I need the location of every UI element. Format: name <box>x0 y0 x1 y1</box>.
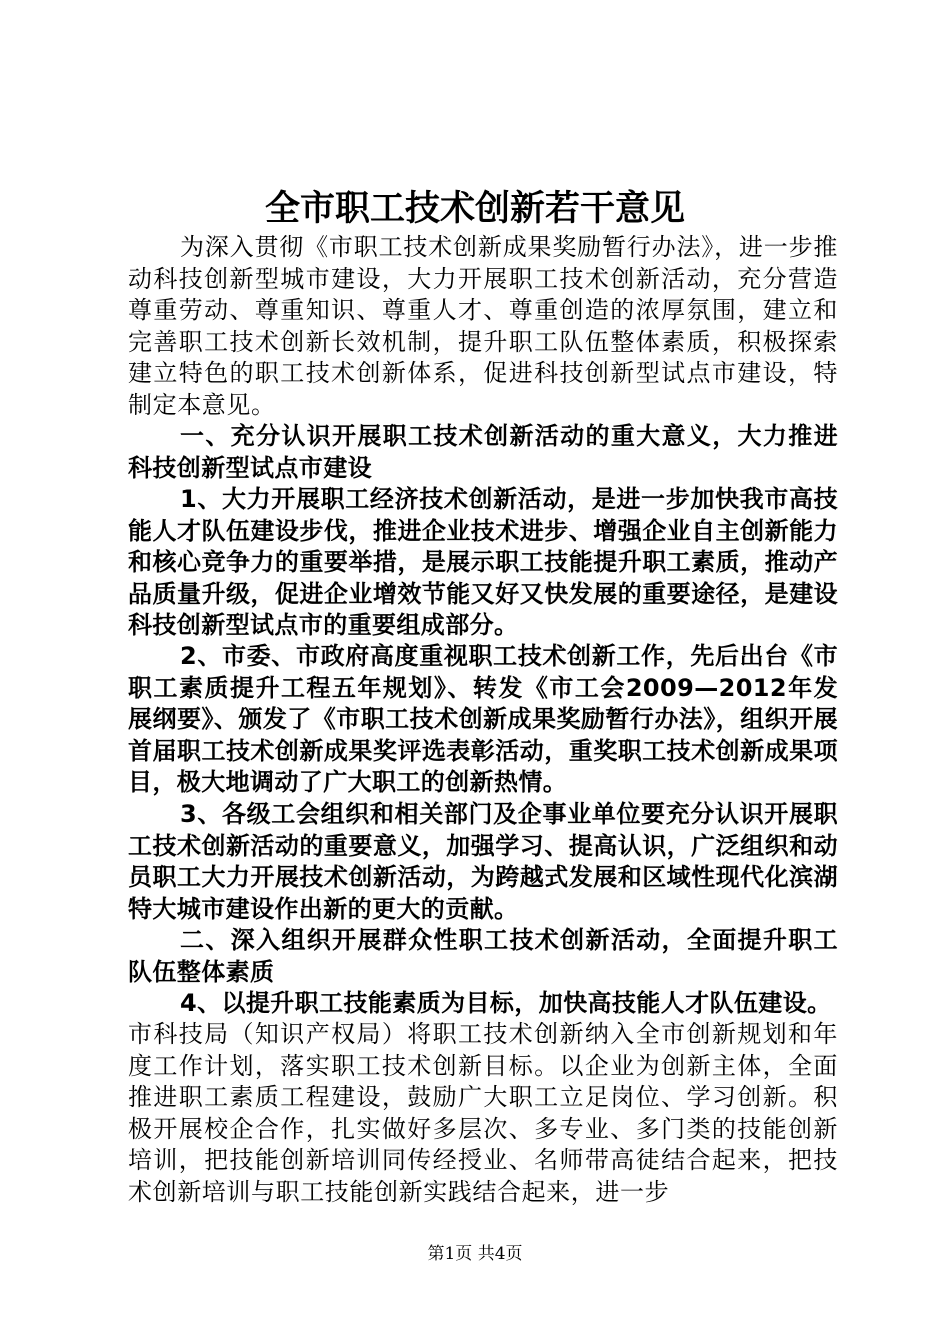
intro-paragraph: 为深入贯彻《市职工技术创新成果奖励暂行办法》，进一步推动科技创新型城市建设，大力开展职工技术创新活动，充分营造尊重劳动、尊重知识、尊重人才、尊重创造的浓厚氛围，建立和完善职工技术创新长效机制，提升职工队伍整体素质，积极探索建立特色的职工技术创新体系，促进科技创新型试点市建设，特制定本意见。 <box>128 233 838 419</box>
section-heading-1: 一、充分认识开展职工技术创新活动的重大意义，大力推进科技创新型试点市建设 <box>128 422 838 482</box>
document-title: 全市职工技术创新若干意见 <box>264 188 685 229</box>
item-paragraph-2: 2、市委、市政府高度重视职工技术创新工作，先后出台《市职工素质提升工程五年规划》、转发《市工会2009—2012年发展纲要》、颁发了《市职工技术创新成果奖励暂行办法》，组织开展首届职工技术创新成果奖评选表彰活动，重奖职工技术创新成果项目，极大地调动了广大职工的创新热情。 <box>128 642 838 796</box>
section-heading-2: 二、深入组织开展群众性职工技术创新活动，全面提升职工队伍整体素质 <box>128 926 838 986</box>
item-paragraph-1: 1、大力开展职工经济技术创新活动，是进一步加快我市高技能人才队伍建设步伐，推进企业技术进步、增强企业自主创新能力和核心竞争力的重要举措，是展示职工技能提升职工素质，推动产品质量升级，促进企业增效节能又好又快发展的重要途径，是建设科技创新型试点市的重要组成部分。 <box>128 485 838 639</box>
item-paragraph-4-body: 市科技局（知识产权局）将职工技术创新纳入全市创新规划和年度工作计划，落实职工技术创新目标。以企业为创新主体，全面推进职工素质工程建设，鼓励广大职工立足岗位、学习创新。积极开展校企合作，扎实做好多层次、多专业、多门类的技能创新培训，把技能创新培训同传经授业、名师带高徒结合起来，把技术创新培训与职工技能创新实践结合起来，进一步 <box>128 1020 838 1206</box>
item-paragraph-4-heading: 4、以提升职工技能素质为目标，加快高技能人才队伍建设。 <box>180 989 832 1017</box>
item-paragraph-3: 3、各级工会组织和相关部门及企事业单位要充分认识开展职工技术创新活动的重要意义，加强学习、提高认识，广泛组织和动员职工大力开展技术创新活动，为跨越式发展和区域性现代化滨湖特大城市建设作出新的更大的贡献。 <box>128 800 838 923</box>
page-number-footer: 第1页 共4页 <box>427 1244 523 1264</box>
